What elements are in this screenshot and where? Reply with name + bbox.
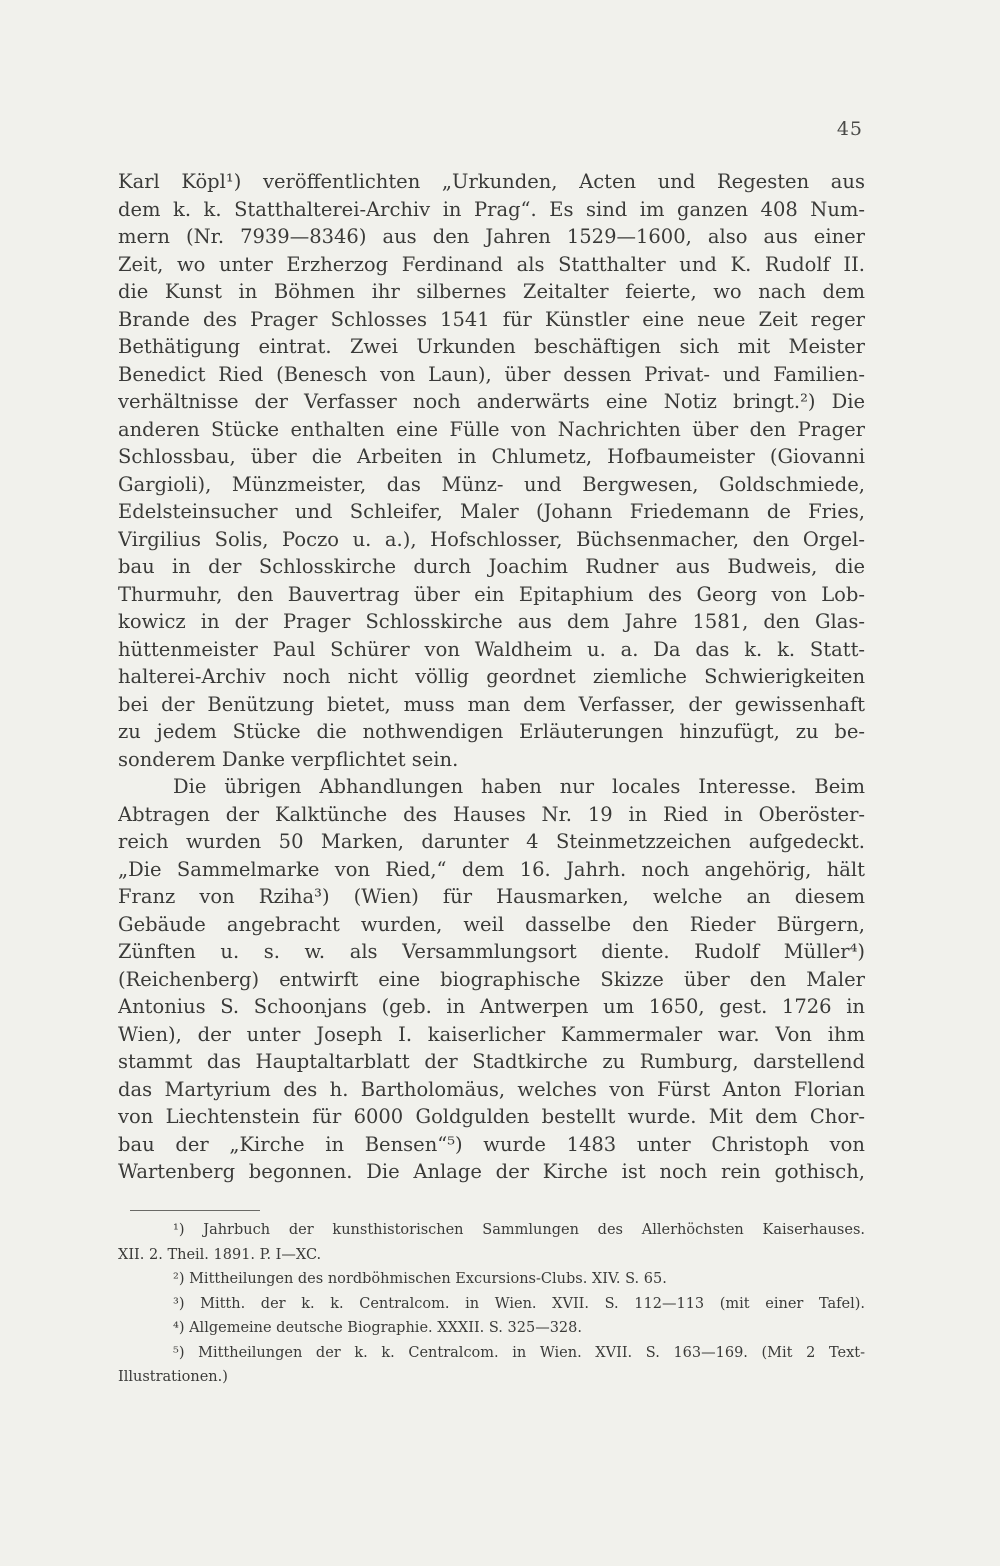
body-line: zu jedem Stücke die nothwendigen Erläuterungen hinzufügt, zu be-	[118, 720, 865, 743]
body-line: die Kunst in Böhmen ihr silbernes Zeitalter feierte, wo nach dem	[118, 280, 865, 303]
body-line: Benedict Ried (Benesch von Laun), über dessen Privat- und Familien-	[118, 362, 865, 386]
footnote-line: ³) Mitth. der k. k. Centralcom. in Wien. XVII. S. 112—113 (mit einer Tafel).	[173, 1295, 865, 1312]
body-line: Bethätigung eintrat. Zwei Urkunden beschäftigen sich mit Meister	[118, 335, 865, 358]
body-line: Brande des Prager Schlosses 1541 für Künstler eine neue Zeit reger	[118, 307, 865, 331]
body-line: stammt das Hauptaltarblatt der Stadtkirche zu Rumburg, darstellend	[118, 1050, 865, 1073]
body-line: Virgilius Solis, Poczo u. a.), Hofschlosser, Büchsenmacher, den Orgel-	[118, 527, 865, 551]
body-line: anderen Stücke enthalten eine Fülle von Nachrichten über den Prager	[118, 417, 865, 441]
body-line: „Die Sammelmarke von Ried,“ dem 16. Jahrh. noch angehörig, hält	[118, 857, 865, 881]
body-line: hüttenmeister Paul Schürer von Waldheim u. a. Da das k. k. Statt-	[118, 637, 865, 661]
body-line: Gebäude angebracht wurden, weil dasselbe den Rieder Bürgern,	[118, 912, 865, 936]
body-line: das Martyrium des h. Bartholomäus, welches von Fürst Anton Florian	[118, 1077, 865, 1101]
body-line: Wien), der unter Joseph I. kaiserlicher Kammermaler war. Von ihm	[118, 1022, 865, 1046]
body-line: Franz von Rziha³) (Wien) für Hausmarken, welche an diesem	[118, 885, 865, 908]
body-line: Abtragen der Kalktünche des Hauses Nr. 19 in Ried in Oberöster-	[118, 802, 865, 826]
footnote-divider	[130, 1210, 260, 1211]
page-number: 45	[836, 118, 863, 140]
body-line: (Reichenberg) entwirft eine biographische Skizze über den Maler	[118, 967, 865, 991]
body-line: Zünften u. s. w. als Versammlungsort diente. Rudolf Müller⁴)	[118, 940, 865, 963]
body-line: reich wurden 50 Marken, darunter 4 Steinmetzzeichen aufgedeckt.	[118, 830, 865, 853]
body-line: Edelsteinsucher und Schleifer, Maler (Johann Friedemann de Fries,	[118, 500, 865, 523]
body-line: sonderem Danke verpflichtet sein.	[118, 747, 459, 771]
footnote-line: ⁵) Mittheilungen der k. k. Centralcom. in Wien. XVII. S. 163—169. (Mit 2 Text-	[173, 1344, 865, 1361]
body-line: kowicz in der Prager Schlosskirche aus dem Jahre 1581, den Glas-	[118, 610, 865, 633]
body-line: Schlossbau, über die Arbeiten in Chlumetz, Hofbaumeister (Giovanni	[118, 445, 865, 468]
body-line: bau in der Schlosskirche durch Joachim Rudner aus Budweis, die	[118, 555, 865, 578]
footnote-line: XII. 2. Theil. 1891. P. I—XC.	[118, 1246, 322, 1263]
body-line: verhältnisse der Verfasser noch anderwärts eine Notiz bringt.²) Die	[118, 390, 865, 413]
body-line: Karl Köpl¹) veröffentlichten „Urkunden, Acten und Regesten aus	[118, 170, 865, 193]
body-line: mern (Nr. 7939—8346) aus den Jahren 1529—1600, also aus einer	[118, 225, 865, 248]
body-line: bau der „Kirche in Bensen“⁵) wurde 1483 unter Christoph von	[118, 1132, 865, 1156]
body-text	[118, 168, 865, 1186]
body-line: Antonius S. Schoonjans (geb. in Antwerpen um 1650, gest. 1726 in	[118, 995, 865, 1018]
body-line: Wartenberg begonnen. Die Anlage der Kirche ist noch rein gothisch,	[118, 1160, 865, 1183]
footnote-line: ²) Mittheilungen des nordböhmischen Excursions-Clubs. XIV. S. 65.	[173, 1271, 667, 1287]
body-line: von Liechtenstein für 6000 Goldgulden bestellt wurde. Mit dem Chor-	[118, 1105, 865, 1128]
footnote-line: ¹) Jahrbuch der kunsthistorischen Sammlungen des Allerhöchsten Kaiserhauses.	[173, 1222, 865, 1238]
footnote-line: ⁴) Allgemeine deutsche Biographie. XXXII. S. 325—328.	[173, 1320, 582, 1336]
body-line: Zeit, wo unter Erzherzog Ferdinand als Statthalter und K. Rudolf II.	[118, 252, 865, 276]
body-line: dem k. k. Statthalterei-Archiv in Prag“. Es sind im ganzen 408 Num-	[118, 197, 865, 221]
footnote-line: Illustrationen.)	[118, 1369, 228, 1385]
body-line: Die übrigen Abhandlungen haben nur locales Interesse. Beim	[173, 775, 865, 798]
footnotes	[118, 1218, 865, 1390]
body-line: bei der Benützung bietet, muss man dem Verfasser, der gewissenhaft	[118, 692, 865, 716]
body-line: Thurmuhr, den Bauvertrag über ein Epitaphium des Georg von Lob-	[118, 582, 865, 606]
body-line: Gargioli), Münzmeister, das Münz- und Bergwesen, Goldschmiede,	[118, 472, 865, 496]
body-line: halterei-Archiv noch nicht völlig geordnet ziemliche Schwierigkeiten	[118, 665, 865, 688]
